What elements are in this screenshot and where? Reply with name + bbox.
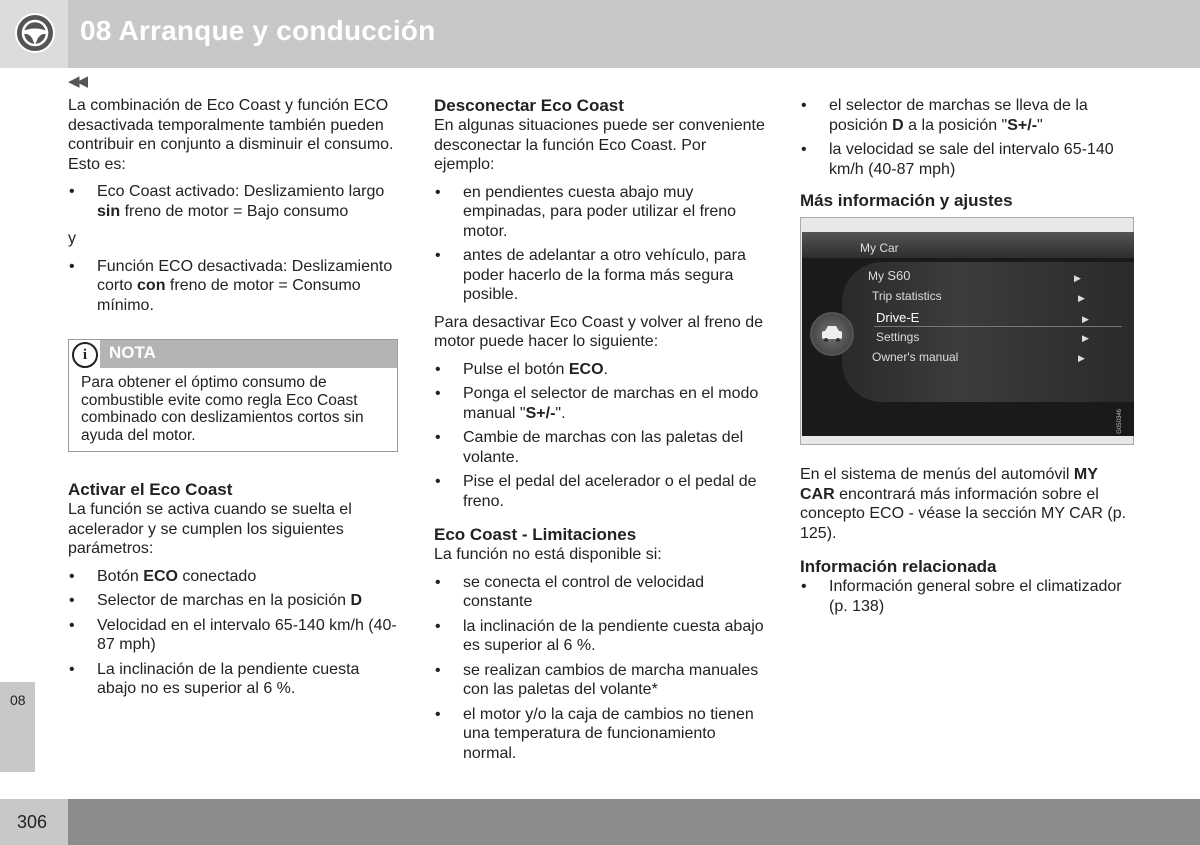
- list-item: • Pulse el botón ECO.: [434, 360, 768, 380]
- list-item: • Velocidad en el intervalo 65-140 km/h (40-87 mph): [68, 616, 398, 655]
- bullet-list: [800, 96, 1136, 179]
- screen-title-bar: [802, 232, 1134, 258]
- chevron-right-icon: ▶: [1082, 314, 1089, 324]
- bullet-list: [434, 573, 768, 764]
- column-1: [68, 96, 398, 707]
- list-item: • Función ECO desactivada: Deslizamiento corto con freno de motor = Consumo mínimo.: [68, 257, 398, 316]
- conjunction-text: y: [68, 230, 76, 247]
- bullet-list: [800, 577, 1136, 616]
- section-heading: Desconectar Eco Coast: [434, 96, 624, 115]
- column-2: [434, 96, 768, 771]
- list-item: • la inclinación de la pendiente cuesta abajo es superior al 6 %.: [434, 617, 768, 656]
- header-icon-tab: [0, 0, 68, 68]
- section-text: Para desactivar Eco Coast y volver al freno de motor puede hacer lo siguiente:: [434, 313, 764, 350]
- list-item: • Pise el pedal del acelerador o el pedal de freno.: [434, 472, 768, 511]
- screen-display: [802, 232, 1134, 436]
- list-item: • en pendientes cuesta abajo muy empinadas, para poder utilizar el freno motor.: [434, 183, 768, 242]
- section-heading: Eco Coast - Limitaciones: [434, 525, 637, 544]
- section-text: En el sistema de menús del automóvil MY CAR encontrará más información sobre el concepto ECO - véase la sección MY CAR (p. 125).: [800, 466, 1127, 542]
- info-icon: i: [72, 342, 98, 368]
- section-text: En algunas situaciones puede ser conveniente desconectar la función Eco Coast. Por ejemplo:: [434, 117, 765, 173]
- list-item: • Selector de marchas en la posición D: [68, 591, 398, 611]
- chevron-right-icon: ▶: [1078, 353, 1085, 363]
- column-3: [800, 96, 1136, 624]
- section-heading: Activar el Eco Coast: [68, 480, 233, 499]
- related-link[interactable]: • Información general sobre el climatizador (p. 138): [800, 577, 1136, 616]
- note-title: NOTA: [109, 343, 156, 362]
- menu-item-drive-e[interactable]: Drive-E: [876, 310, 920, 325]
- chapter-header: [0, 0, 1200, 68]
- chapter-side-tab[interactable]: [0, 682, 35, 772]
- section-heading: Más información y ajustes: [800, 191, 1013, 210]
- screen-title: My Car: [860, 241, 899, 255]
- chapter-title: 08 Arranque y conducción: [80, 15, 436, 46]
- list-item: • Eco Coast activado: Deslizamiento largo sin freno de motor = Bajo consumo: [68, 182, 398, 221]
- menu-item-trip-statistics[interactable]: Trip statistics: [872, 289, 942, 303]
- list-item: • antes de adelantar a otro vehículo, para poder hacerlo de la forma más segura posible.: [434, 246, 768, 305]
- selection-divider: [874, 326, 1122, 327]
- mycar-screen-image: [800, 217, 1134, 445]
- section-text: La función se activa cuando se suelta el acelerador y se cumplen los siguientes parámetros:: [68, 501, 352, 557]
- car-icon: [810, 312, 854, 356]
- page-number: 306: [17, 812, 48, 832]
- list-item: • La inclinación de la pendiente cuesta abajo no es superior al 6 %.: [68, 660, 398, 699]
- bullet-list: [68, 257, 398, 316]
- note-box: [68, 339, 398, 452]
- list-item: • el motor y/o la caja de cambios no tienen una temperatura de funcionamiento normal.: [434, 705, 768, 764]
- list-item: • el selector de marchas se lleva de la posición D a la posición "S+/-": [800, 96, 1136, 135]
- list-item: • se realizan cambios de marcha manuales con las paletas del volante*: [434, 661, 768, 700]
- previous-page-arrows-icon[interactable]: ◀◀: [68, 73, 86, 90]
- side-tab-label: 08: [10, 692, 26, 708]
- page-footer: [0, 799, 1200, 845]
- bullet-list: [434, 360, 768, 512]
- bullet-list: [68, 182, 398, 221]
- steering-wheel-icon: [14, 12, 56, 54]
- bullet-list: [434, 183, 768, 305]
- intro-paragraph: La combinación de Eco Coast y función ECO desactivada temporalmente también pueden contribuir en conjunto a disminuir el consumo. Esto es:: [68, 97, 394, 173]
- menu-item-owners-manual[interactable]: Owner's manual: [872, 350, 959, 364]
- menu-item-settings[interactable]: Settings: [876, 330, 920, 344]
- chevron-right-icon: ▶: [1082, 333, 1089, 343]
- section-heading: Información relacionada: [800, 557, 997, 576]
- list-item: • Botón ECO conectado: [68, 567, 398, 587]
- menu-item-my-car[interactable]: My S60: [868, 268, 911, 283]
- note-header: [69, 340, 397, 368]
- list-item: • Ponga el selector de marchas en el modo manual "S+/-".: [434, 384, 768, 423]
- section-text: La función no está disponible si:: [434, 546, 662, 563]
- list-item: • la velocidad se sale del intervalo 65-140 km/h (40-87 mph): [800, 140, 1136, 179]
- note-body: Para obtener el óptimo consumo de combustible evite como regla Eco Coast combinado con deslizamientos cortos sin ayuda del motor.: [81, 374, 364, 444]
- list-item: • se conecta el control de velocidad constante: [434, 573, 768, 612]
- image-code: G050346: [1116, 409, 1123, 434]
- chevron-right-icon: ▶: [1074, 273, 1081, 283]
- chevron-right-icon: ▶: [1078, 293, 1085, 303]
- bullet-list: [68, 567, 398, 699]
- list-item: • Cambie de marchas con las paletas del volante.: [434, 428, 768, 467]
